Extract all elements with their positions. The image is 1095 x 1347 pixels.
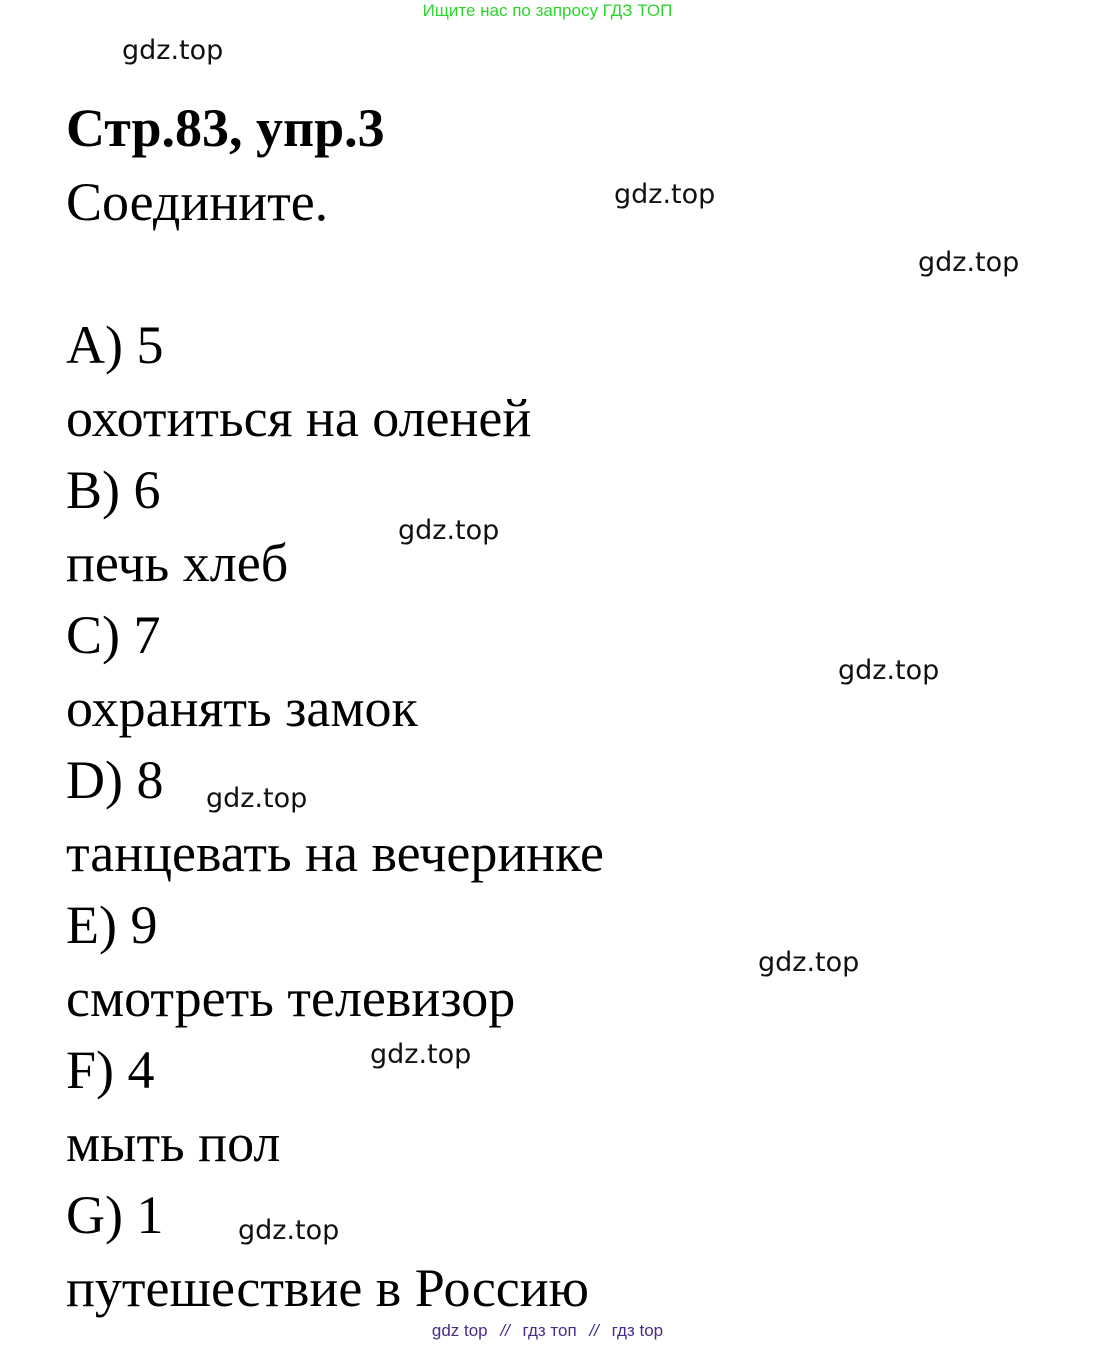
answer-key-a: A) 5 (66, 315, 164, 375)
page-title: Стр.83, упр.3 (66, 98, 385, 158)
watermark: gdz.top (238, 1215, 340, 1246)
answer-phrase-f: мыть пол (66, 1113, 281, 1173)
footer-links (0, 1320, 1095, 1342)
answer-key-f: F) 4 (66, 1040, 155, 1100)
footer-link-gdz-top-mixed[interactable]: гдз top (611, 1321, 664, 1340)
answer-phrase-c: охранять замок (66, 678, 418, 738)
watermark: gdz.top (614, 179, 716, 210)
answer-key-b: B) 6 (66, 460, 161, 520)
answer-phrase-d: танцевать на вечеринке (66, 823, 605, 883)
watermark: gdz.top (206, 783, 308, 814)
answer-phrase-g: путешествие в Россию (66, 1258, 589, 1318)
answer-phrase-e: смотреть телевизор (66, 968, 516, 1028)
watermark: gdz.top (838, 655, 940, 686)
footer-link-gdz-top[interactable]: gdz top (431, 1321, 488, 1340)
answer-key-d: D) 8 (66, 750, 164, 810)
watermark: gdz.top (122, 35, 224, 66)
footer-separator: // (500, 1321, 510, 1340)
watermark: gdz.top (370, 1039, 472, 1070)
top-banner: Ищите нас по запросу ГДЗ ТОП (422, 1, 673, 20)
answer-key-c: C) 7 (66, 605, 161, 665)
footer-link-gdz-top-ru[interactable]: гдз топ (522, 1321, 577, 1340)
watermark: gdz.top (758, 947, 860, 978)
watermark: gdz.top (918, 247, 1020, 278)
answer-phrase-b: печь хлеб (66, 533, 289, 593)
watermark: gdz.top (398, 515, 500, 546)
answer-key-g: G) 1 (66, 1185, 164, 1245)
answer-phrase-a: охотиться на оленей (66, 388, 532, 448)
answer-key-e: E) 9 (66, 895, 158, 955)
instruction-text: Соедините. (66, 172, 329, 232)
footer-separator: // (589, 1321, 599, 1340)
